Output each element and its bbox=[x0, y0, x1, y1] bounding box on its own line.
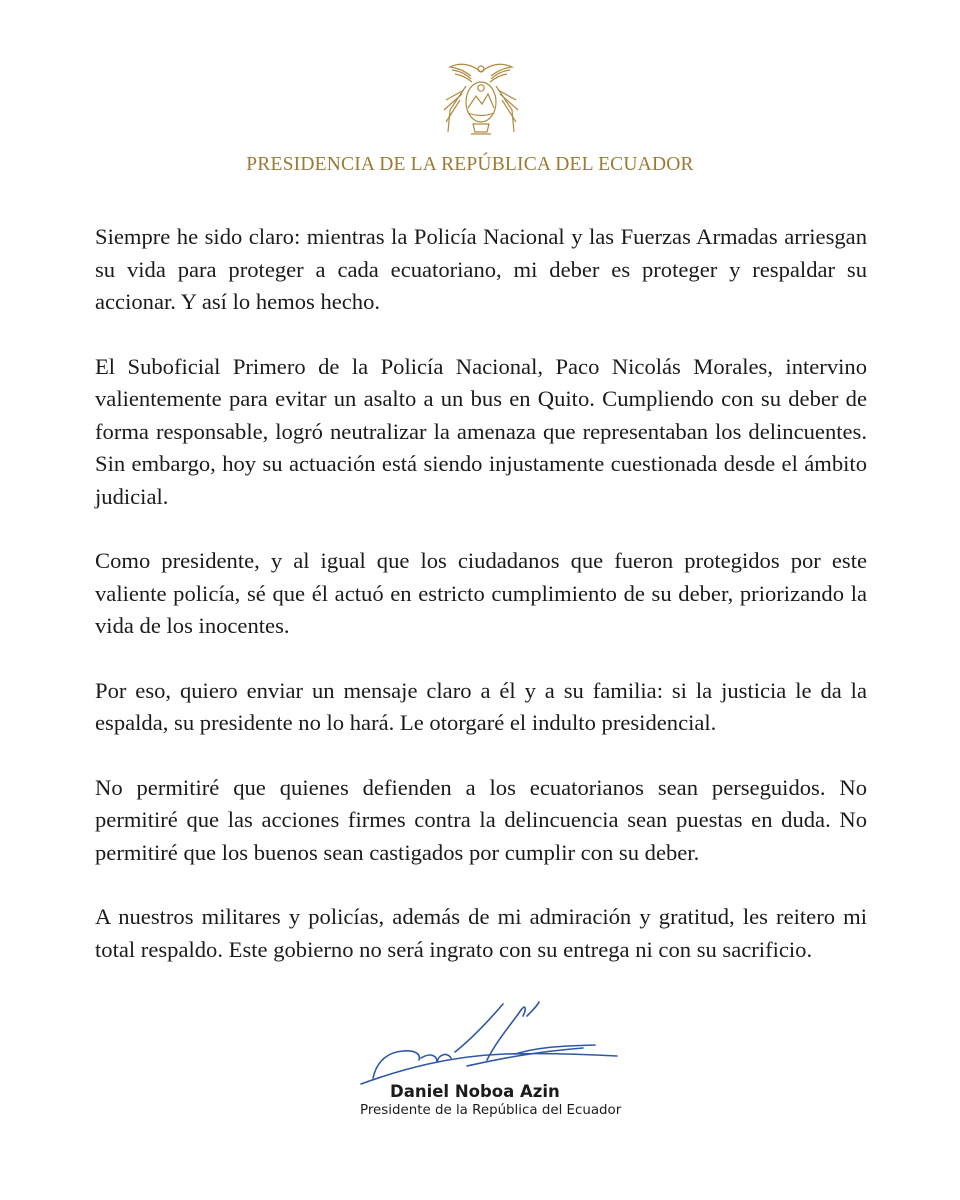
paragraph-4: Por eso, quiero enviar un mensaje claro a él y a su familia: si la justicia le da la espalda, su presidente no lo hará. Le otorgaré el indulto presidencial. bbox=[95, 677, 867, 735]
paragraph-5: No permitiré que quienes defienden a los ecuatorianos sean perseguidos. No permitiré que las acciones firmes contra la delincuencia sean puestas en duda. No permitiré que los buenos sean castigados por cumplir con su deber. bbox=[95, 774, 867, 865]
paragraph-2: El Suboficial Primero de la Policía Nacional, Paco Nicolás Morales, intervino valientemente para evitar un asalto a un bus en Quito. Cumpliendo con su deber de forma responsable, logró neutralizar la amenaza que representaban los delincuentes. Sin embargo, hoy su actuación está siendo injustamente cuestionada desde el ámbito judicial. bbox=[95, 353, 867, 509]
handwritten-signature-icon bbox=[355, 996, 625, 1096]
signer-name: Daniel Noboa Azin bbox=[390, 1082, 560, 1101]
institution-header: PRESIDENCIA DE LA REPÚBLICA DEL ECUADOR bbox=[246, 154, 694, 175]
coat-of-arms-seal-icon bbox=[438, 58, 524, 142]
signer-title: Presidente de la República del Ecuador bbox=[360, 1103, 622, 1118]
letter-body bbox=[95, 221, 867, 966]
paragraph-1: Siempre he sido claro: mientras la Policía Nacional y las Fuerzas Armadas arriesgan su vida para proteger a cada ecuatoriano, mi deber es proteger y respaldar su accionar. Y así lo hemos hecho. bbox=[95, 224, 867, 314]
paragraph-6: A nuestros militares y policías, además de mi admiración y gratitud, les reitero mi total respaldo. Este gobierno no será ingrato con su entrega ni con su sacrificio. bbox=[95, 904, 867, 962]
paragraph-3: Como presidente, y al igual que los ciudadanos que fueron protegidos por este valiente policía, sé que él actuó en estricto cumplimiento de su deber, priorizando la vida de los inocentes. bbox=[95, 548, 867, 638]
